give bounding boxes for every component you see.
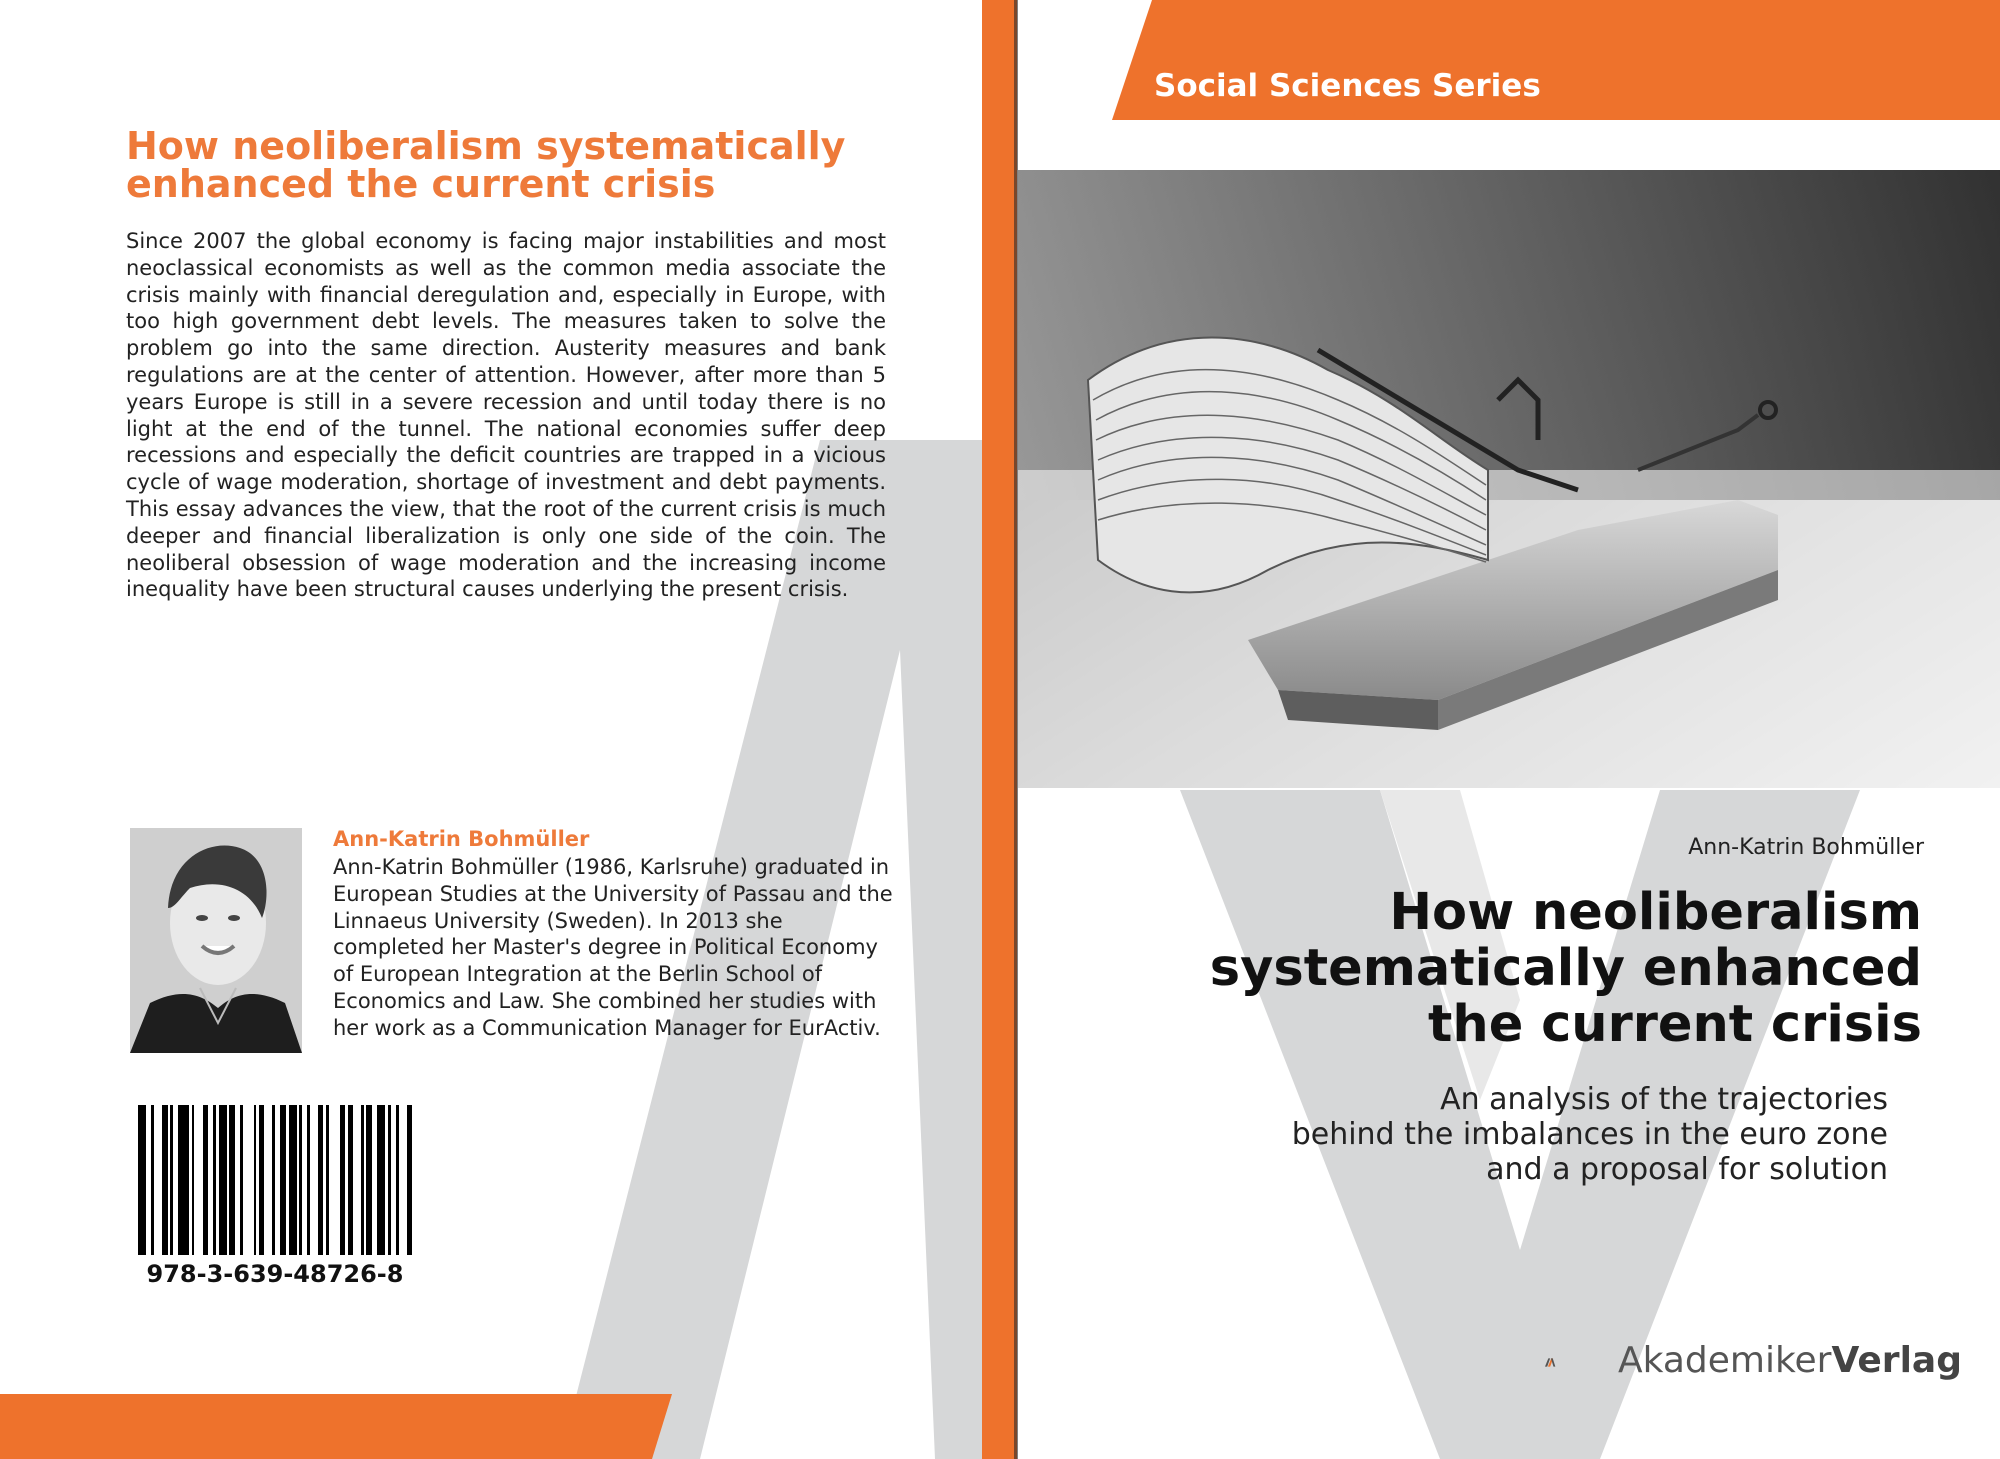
front-author-name: Ann-Katrin Bohmüller xyxy=(1688,835,1924,860)
back-cover-blurb: Since 2007 the global economy is facing major instabilities and most neoclassical economists as well as the common media associate the crisis mainly with financial deregulation and, especially in Europe, with too high government debt levels. The measures taken to solve the problem go into the same direction. Austerity measures and bank regulations are at the center of attention. However, after more than 5 years Europe is still in a severe recession and until today there is no light at the end of the tunnel. The national economies suffer deep recessions and especially the deficit countries are trapped in a vicious cycle of wage moderation, shortage of investment and debt payments. This essay advances the view, that the root of the current crisis is much deeper and financial liberalization is only one side of the coin. The neoliberal obsession of wage moderation and the increasing income inequality have been structural causes underlying the present crisis. xyxy=(126,229,886,602)
series-label: Social Sciences Series xyxy=(1154,68,1541,104)
subtitle-line: An analysis of the trajectories xyxy=(1440,1082,1888,1117)
mousetrap-money-photo xyxy=(1018,170,2000,788)
barcode-bar xyxy=(194,1105,202,1255)
publisher-name-prefix: Akademiker xyxy=(1618,1340,1832,1381)
barcode-icon xyxy=(138,1105,418,1255)
barcode-bar xyxy=(377,1105,385,1255)
spine xyxy=(982,0,1017,1459)
back-cover-title: How neoliberalism systematically enhanced the current crisis xyxy=(126,124,846,206)
barcode-bar xyxy=(353,1105,361,1255)
subtitle-line: and a proposal for solution xyxy=(1486,1152,1888,1187)
front-cover-title: How neoliberalism systematically enhanced the current crisis xyxy=(1209,883,1922,1054)
barcode-bar xyxy=(219,1105,227,1255)
barcode-bar xyxy=(178,1105,189,1255)
barcode-bar xyxy=(310,1105,318,1255)
barcode-bar xyxy=(329,1105,340,1255)
av-logo-icon xyxy=(1545,1332,1615,1392)
barcode-bar xyxy=(289,1105,297,1255)
barcode-bar xyxy=(412,1105,417,1255)
publisher-name-suffix: Verlag xyxy=(1831,1340,1962,1381)
back-author-name: Ann-Katrin Bohmüller xyxy=(333,827,590,851)
back-bottom-orange-bar xyxy=(0,1394,672,1459)
isbn-number: 978-3-639-48726-8 xyxy=(146,1260,404,1288)
barcode-bar xyxy=(264,1105,272,1255)
front-cover-subtitle xyxy=(1200,1082,1888,1187)
publisher-name xyxy=(1618,1340,1962,1381)
barcode-bar xyxy=(154,1105,162,1255)
back-author-bio: Ann-Katrin Bohmüller (1986, Karlsruhe) graduated in European Studies at the University of Passau and the Linnaeus University (Sweden). In 2013 she completed her Master's degree in Political Economy of European Integration at the Berlin School of Economics and Law. She combined her studies with her work as a Communication Manager for EurActiv. xyxy=(333,855,893,1040)
author-portrait-photo xyxy=(130,828,302,1053)
barcode-bar xyxy=(399,1105,407,1255)
barcode-bar xyxy=(243,1105,254,1255)
barcode-bar xyxy=(138,1105,146,1255)
subtitle-line: behind the imbalances in the euro zone xyxy=(1291,1117,1888,1152)
